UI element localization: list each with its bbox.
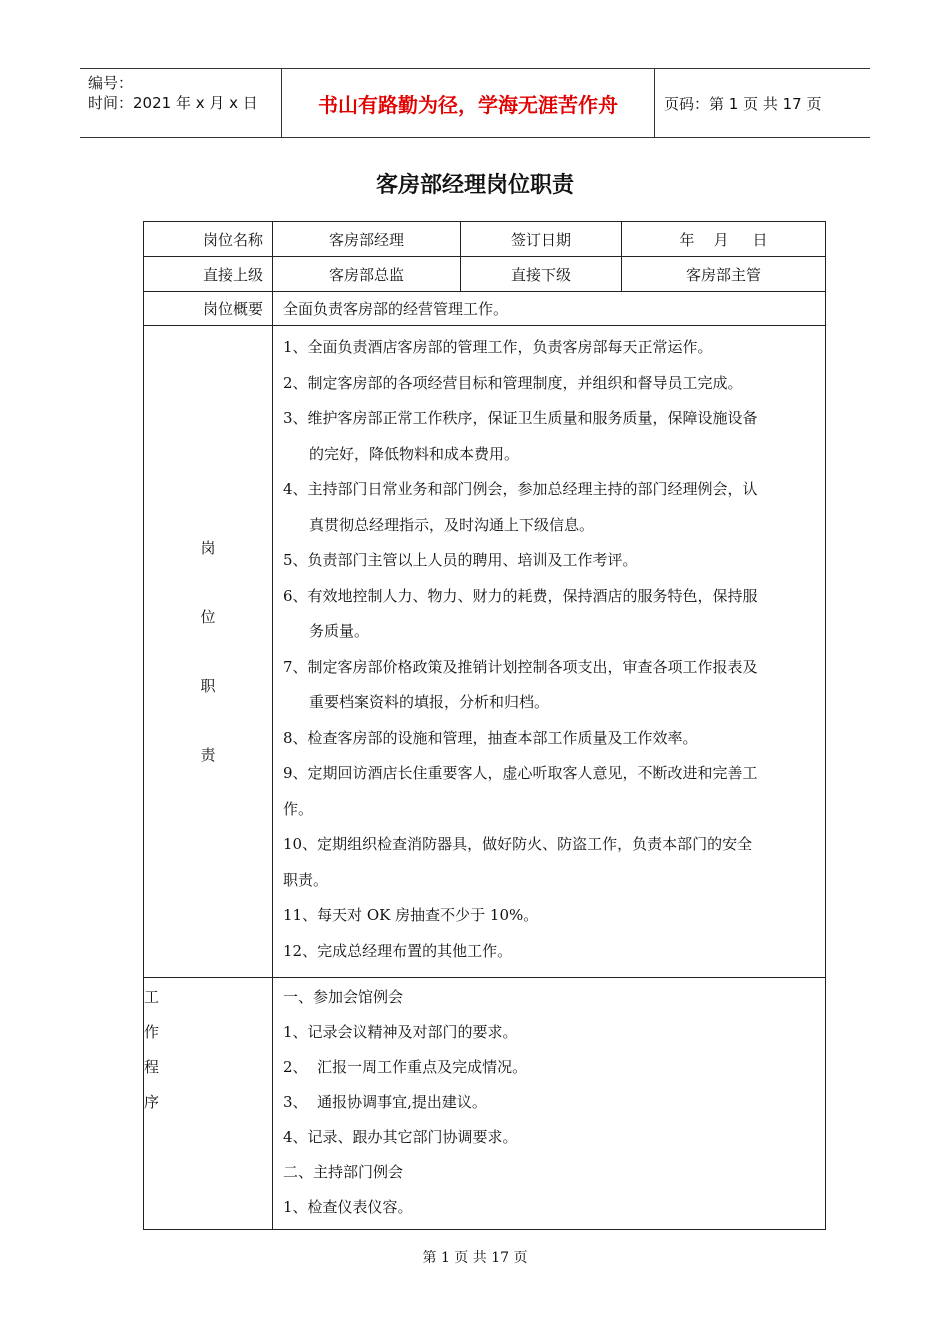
- list-item: 5、负责部门主管以上人员的聘用、培训及工作考评。: [283, 551, 638, 569]
- sign-date-label: 签订日期: [461, 222, 622, 257]
- direct-subordinate-label: 直接下级: [461, 257, 622, 292]
- duties-label-char: 职: [200, 676, 216, 695]
- list-item: 8、检查客房部的设施和管理，抽查本部工作质量及工作效率。: [283, 728, 698, 747]
- list-item: 1、记录会议精神及对部门的要求。: [283, 1023, 518, 1041]
- table-row: [144, 326, 826, 978]
- table-row: [144, 257, 826, 292]
- procedure-label: [144, 978, 273, 1230]
- list-item: 2、 汇报一周工作重点及完成情况。: [283, 1058, 528, 1076]
- header-meta: [88, 73, 258, 113]
- list-item: 2、制定客房部的各项经营目标和管理制度，并组织和督导员工完成。: [283, 373, 743, 392]
- procedure-label-char: 程: [144, 1058, 160, 1076]
- direct-superior-label: 直接上级: [144, 257, 273, 292]
- procedure-label-char: 作: [144, 1023, 160, 1041]
- number-label: 编号：: [88, 74, 134, 92]
- table-row: [144, 222, 826, 257]
- list-item: 一、参加会馆例会: [283, 988, 404, 1006]
- list-item: 3、 通报协调事宜,提出建议。: [283, 1093, 487, 1111]
- procedure-label-char: 序: [144, 1093, 160, 1111]
- direct-superior-value: 客房部总监: [273, 257, 461, 292]
- list-item: 务质量。: [309, 622, 370, 640]
- list-item: 4、主持部门日常业务和部门例会，参加总经理主持的部门经理例会，认: [283, 480, 758, 498]
- sign-date-value: 年 月 日: [622, 222, 826, 257]
- procedure-label-char: 工: [144, 988, 160, 1006]
- duties-label-char: 责: [200, 745, 216, 764]
- list-item: 7、制定客房部价格政策及推销计划控制各项支出，审查各项工作报表及: [283, 657, 758, 676]
- duties-label-char: 岗: [200, 538, 216, 557]
- list-item: 1、检查仪表仪容。: [283, 1198, 413, 1216]
- list-item: 9、定期回访酒店长住重要客人，虚心听取客人意见，不断改进和完善工: [283, 764, 758, 782]
- list-item: 12、完成总经理布置的其他工作。: [283, 941, 513, 960]
- header-divider: [654, 69, 655, 137]
- list-item: 4、记录、跟办其它部门协调要求。: [283, 1128, 518, 1146]
- list-item: 1、全面负责酒店客房部的管理工作，负责客房部每天正常运作。: [283, 338, 713, 356]
- list-item: 的完好，降低物料和成本费用。: [309, 444, 520, 463]
- list-item: 3、维护客房部正常工作秩序，保证卫生质量和服务质量，保障设施设备: [283, 409, 758, 427]
- document-header: [80, 68, 870, 138]
- list-item: 11、每天对 OK 房抽查不少于 10%。: [283, 906, 539, 924]
- list-item: 重要档案资料的填报，分析和归档。: [309, 693, 550, 711]
- duties-label-char: 位: [200, 607, 216, 626]
- time-label: 时间：2021 年 x 月 x 日: [88, 94, 258, 112]
- table-row: [144, 292, 826, 326]
- duties-label: [144, 326, 273, 978]
- list-item: 作。: [283, 799, 314, 818]
- list-item: 职责。: [283, 870, 329, 889]
- list-item: 6、有效地控制人力、物力、财力的耗费，保持酒店的服务特色，保持服: [283, 586, 758, 605]
- position-summary-label: 岗位概要: [144, 292, 273, 326]
- header-page-code: 页码：第 1 页 共 17 页: [664, 94, 822, 113]
- procedure-list: [273, 978, 826, 1230]
- position-name-value: 客房部经理: [273, 222, 461, 257]
- page-footer: 第 1 页 共 17 页: [422, 1250, 528, 1266]
- header-motto: 书山有路勤为径，学海无涯苦作舟: [318, 92, 618, 117]
- table-row: [144, 978, 826, 1230]
- page-title: 客房部经理岗位职责: [375, 173, 574, 198]
- direct-subordinate-value: 客房部主管: [622, 257, 826, 292]
- list-item: 真贯彻总经理指示，及时沟通上下级信息。: [309, 515, 595, 534]
- duties-list: [273, 326, 826, 978]
- list-item: 二、主持部门例会: [283, 1163, 404, 1181]
- list-item: 10、定期组织检查消防器具，做好防火、防盗工作，负责本部门的安全: [283, 835, 753, 853]
- position-name-label: 岗位名称: [144, 222, 273, 257]
- job-description-table: [143, 221, 826, 1230]
- position-summary-value: 全面负责客房部的经营管理工作。: [273, 292, 826, 326]
